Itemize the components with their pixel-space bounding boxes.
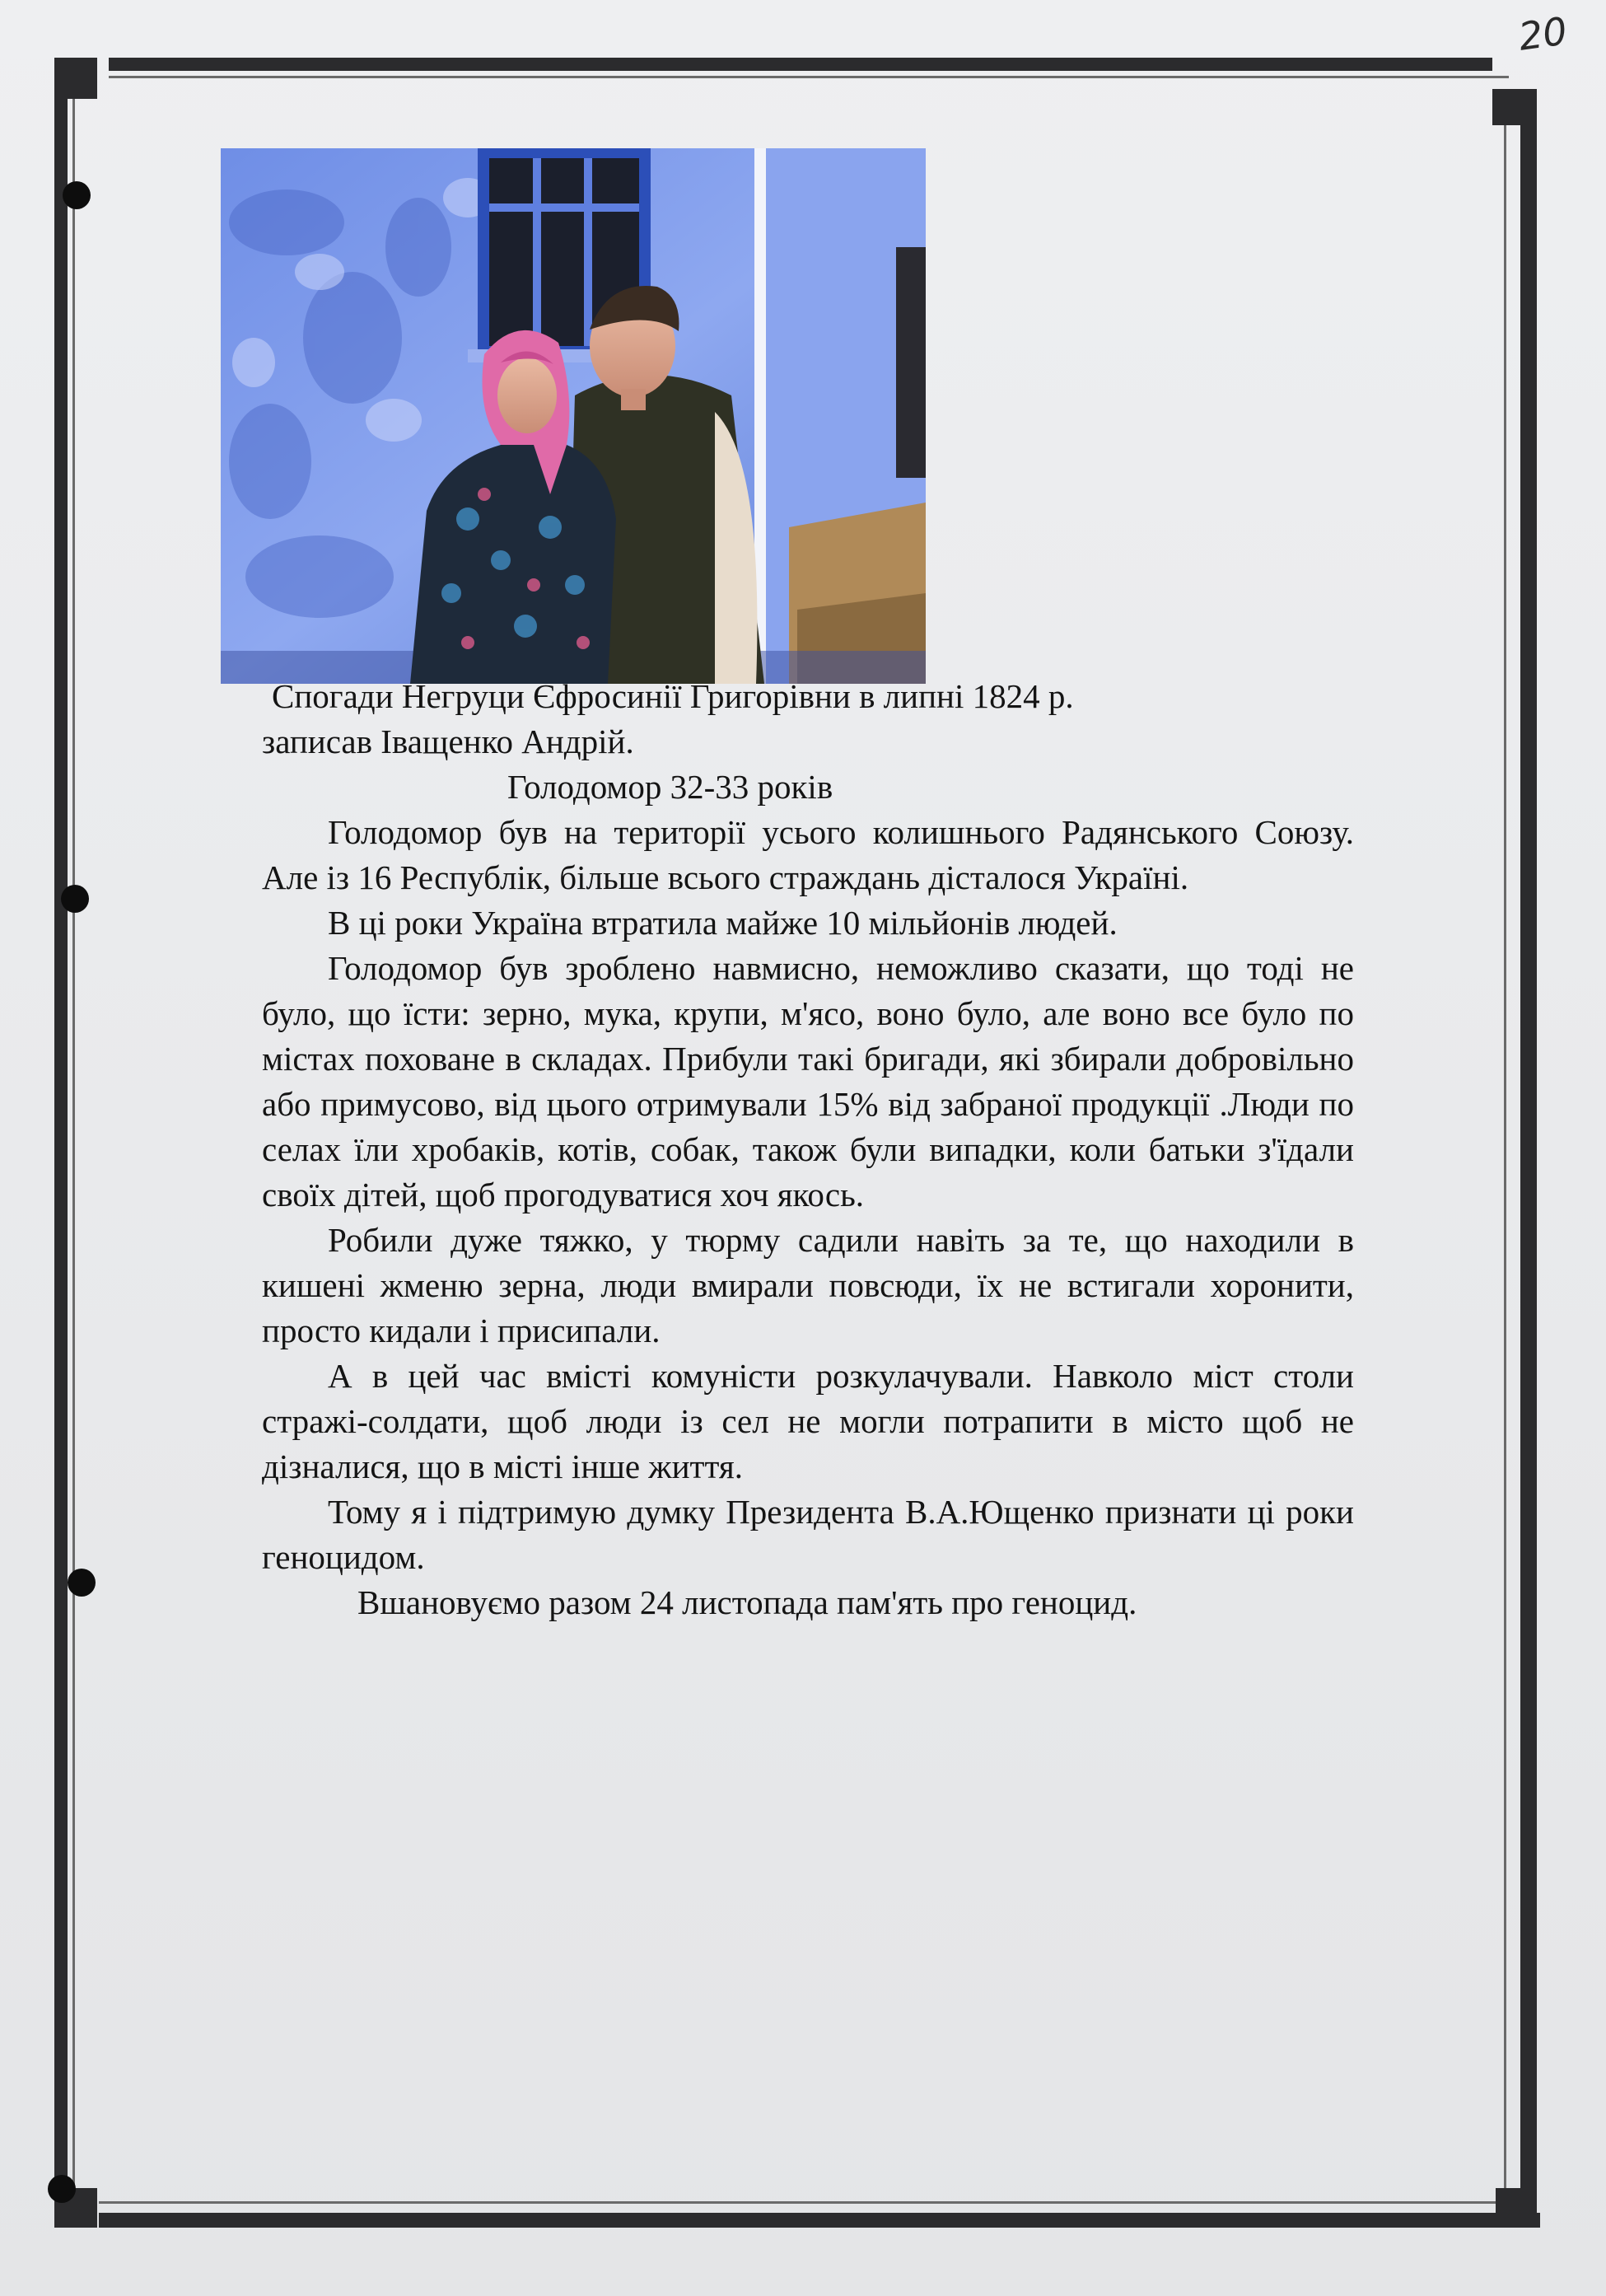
frame-bottom-border xyxy=(99,2213,1540,2228)
paragraph: Голодомор був на території усього колишнього Радянського Союзу. Але із 16 Республік, більше всього страждань дісталося Україні. xyxy=(262,813,1354,896)
frame-left-inner-line xyxy=(72,99,75,2208)
paragraph: Голодомор був зроблено навмисно, неможливо сказати, що тоді не було, що їсти: зерно, мука, крупи, м'ясо, воно було, але воно все було по містах поховане в складах. Прибули такі бригади, які збирали добровільно або примусово, від цього отримували 15% від забраної продукції .Люди по селах їли хробаків, котів, собак, також були випадки, коли батьки з'їдали своїх дітей, щоб прогодуватися хоч якось. xyxy=(262,949,1354,1213)
paragraph: В ці роки Україна втратила майже 10 мільйонів людей. xyxy=(328,904,1118,942)
punch-hole xyxy=(63,181,91,209)
photo-two-people xyxy=(221,148,926,684)
frame-corner-top-left xyxy=(54,58,97,99)
frame-top-inner-line xyxy=(109,76,1509,78)
punch-hole xyxy=(61,885,89,913)
frame-right-border xyxy=(1520,124,1537,2216)
frame-top-border xyxy=(109,58,1492,71)
document-text xyxy=(262,674,1354,1625)
frame-bottom-inner-line xyxy=(99,2201,1507,2204)
photo-caption-line-2: записав Іващенко Андрій. xyxy=(262,722,634,760)
closing-line: Вшановуємо разом 24 листопада пам'ять про геноцид. xyxy=(357,1583,1137,1621)
paragraph: А в цей час вмісті комуністи розкулачували. Навколо міст столи стражі-солдати, щоб люди із сел не могли потрапити в місто щоб не дізналися, що в місті інше життя. xyxy=(262,1357,1354,1485)
frame-corner-top-right xyxy=(1492,89,1537,125)
frame-corner-bottom-right xyxy=(1496,2188,1537,2228)
paragraph: Тому я і підтримую думку Президента В.А.Ющенко признати ці роки геноцидом. xyxy=(262,1493,1354,1576)
frame-left-border xyxy=(54,99,68,2216)
paragraph: Робили дуже тяжко, у тюрму садили навіть за те, що находили в кишені жменю зерна, люди вмирали повсюди, їх не встигали хоронити, просто кидали і присипали. xyxy=(262,1221,1354,1349)
punch-hole xyxy=(48,2175,76,2203)
photo-caption-line-1: Спогади Негруци Єфросинії Григорівни в липні 1824 р. xyxy=(272,677,1074,715)
frame-right-inner-line xyxy=(1504,107,1506,2216)
punch-hole xyxy=(68,1569,96,1597)
page-number: 20 xyxy=(1515,8,1571,59)
document-title: Голодомор 32-33 років xyxy=(507,768,833,806)
